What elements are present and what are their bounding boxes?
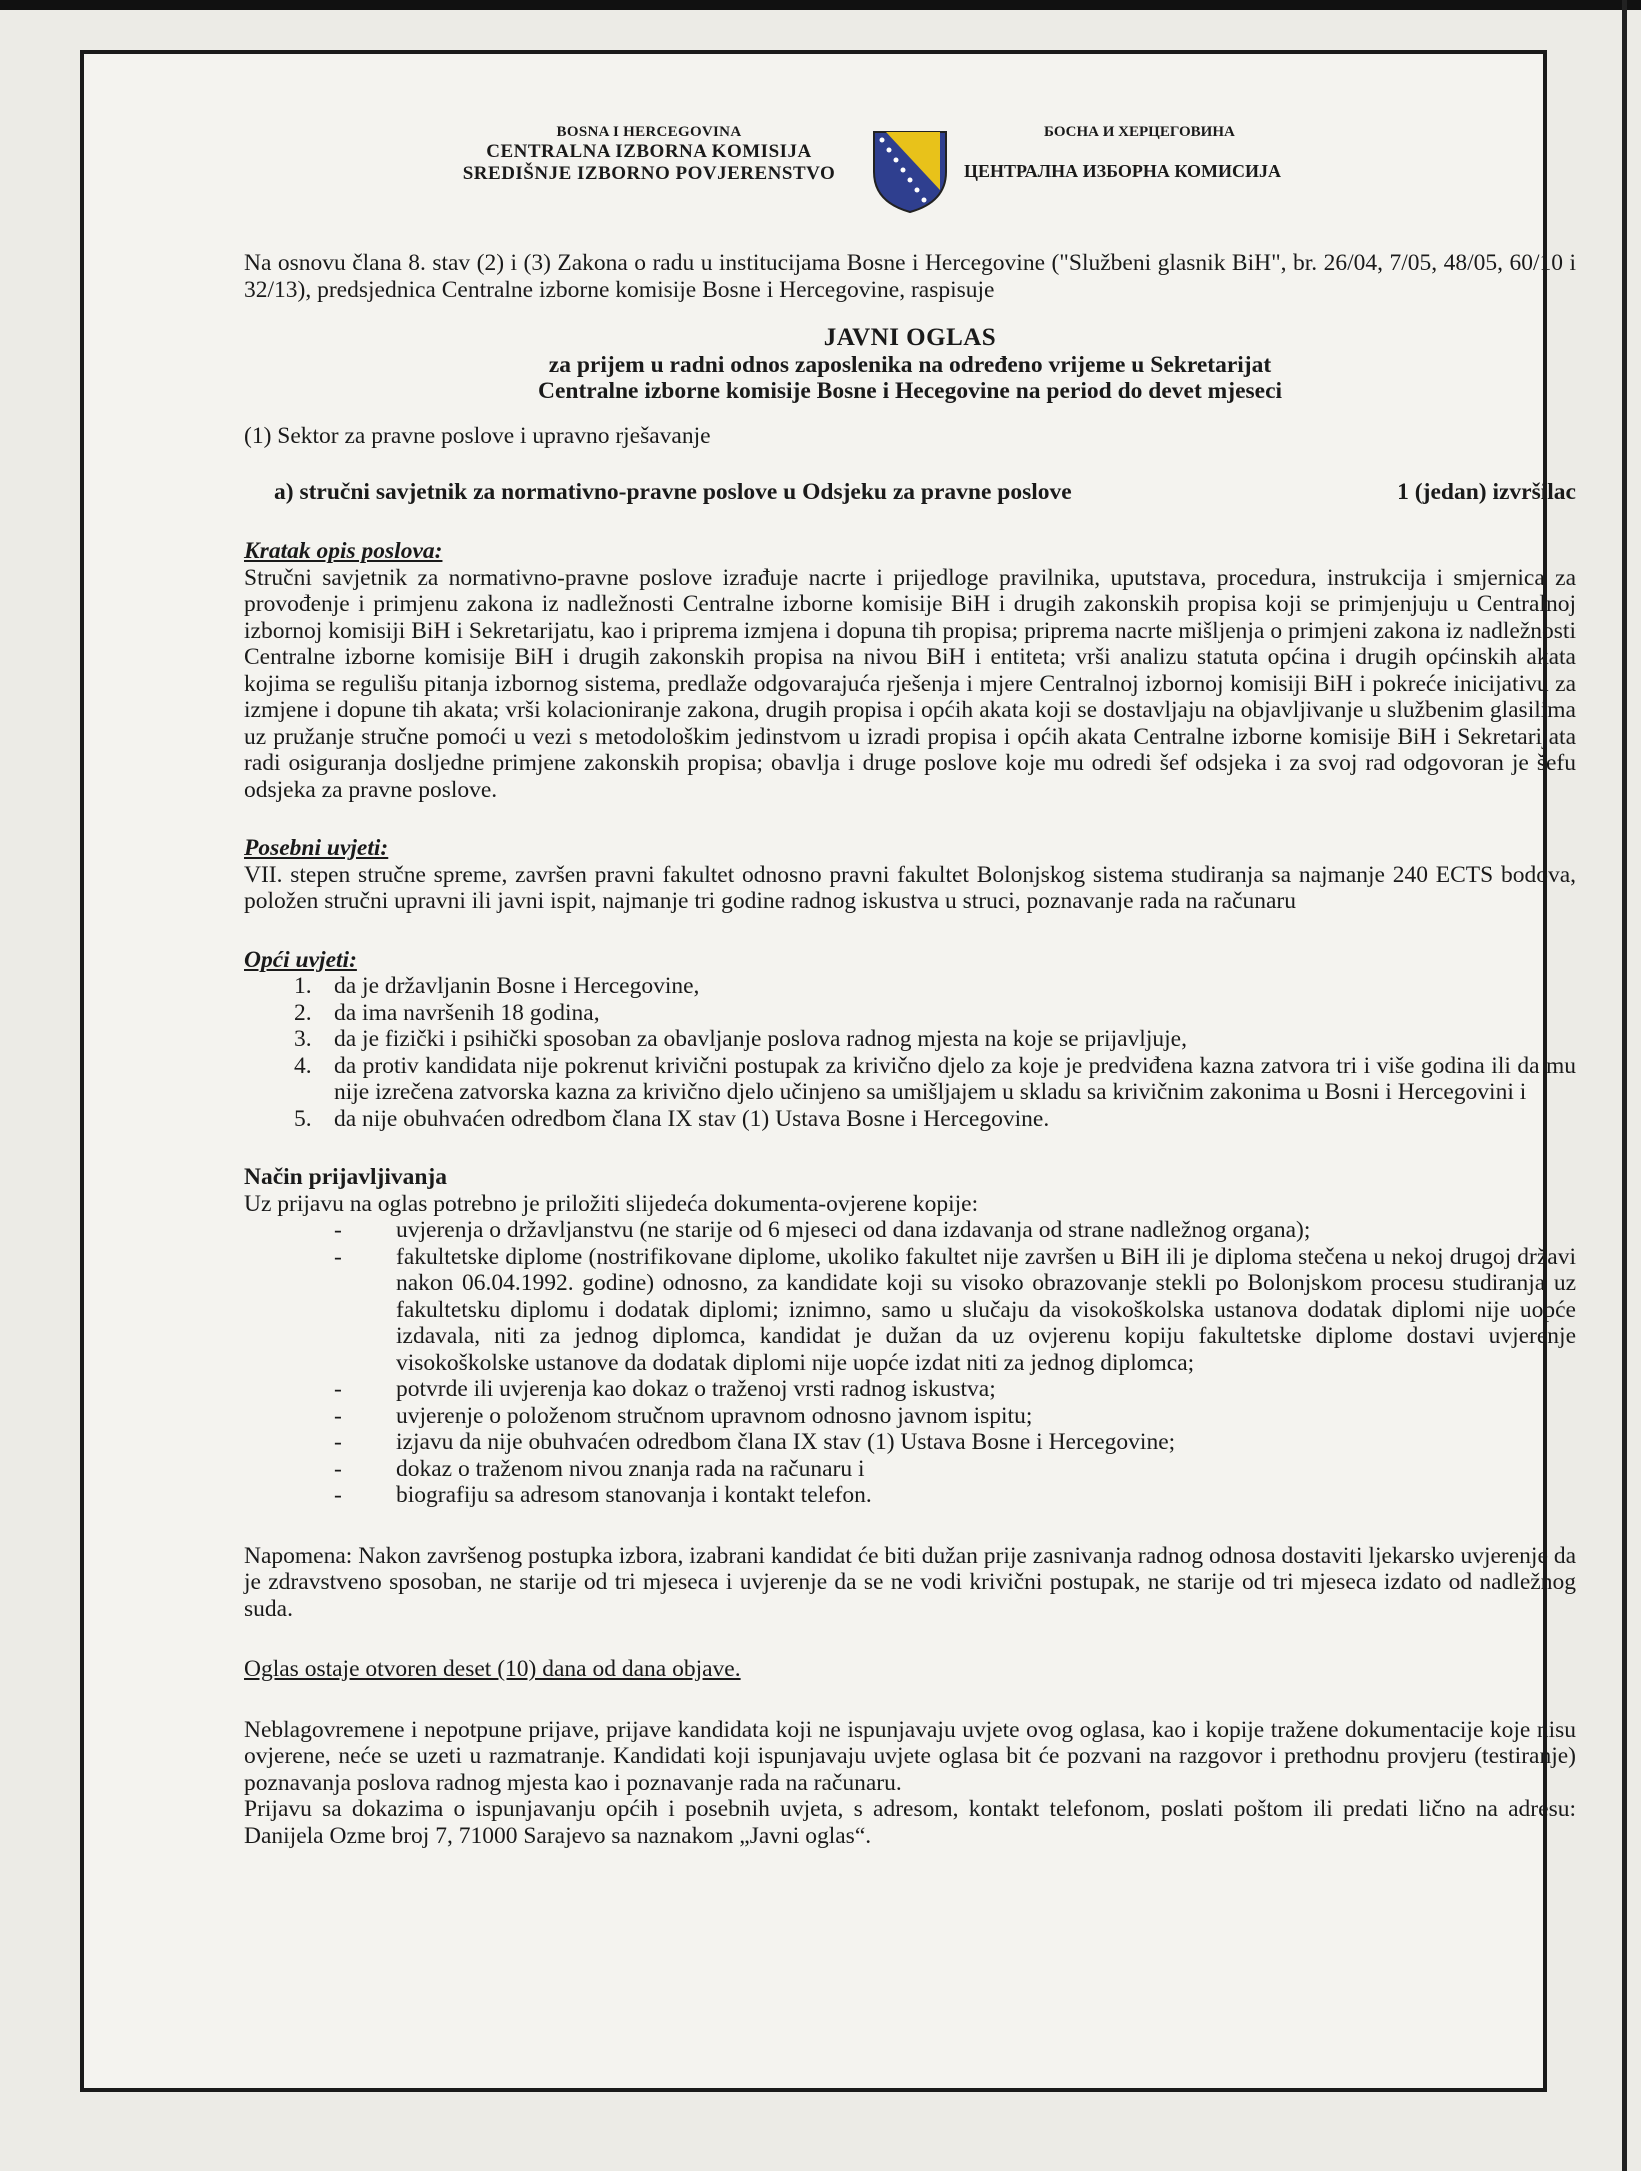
special-conditions-heading: Posebni uvjeti:: [244, 835, 389, 861]
list-item-text: potvrde ili uvjerenja kao dokaz o traženoj vrsti radnog iskustva;: [396, 1376, 996, 1402]
general-conditions-heading: Opći uvjeti:: [244, 946, 357, 973]
list-item: [244, 1026, 1576, 1053]
sector-line: (1) Sektor za pravne poslove i upravno rješavanje: [244, 422, 711, 449]
list-item: [244, 1456, 1576, 1483]
list-item-text: uvjerenje o položenom stručnom upravnom odnosno javnom ispitu;: [396, 1402, 1033, 1429]
list-dash: -: [334, 1455, 342, 1482]
letterhead-commission: CENTRALNA IZBORNA KOMISIJA: [486, 141, 812, 162]
title-subtitle-1: za prijem u radni odnos zaposlenika na određeno vrijeme u Sekretarijat: [548, 351, 1272, 378]
list-item-text: da je fizički i psihički sposoban za obavljanje poslova radnog mjesta na koje se prijavljuje,: [334, 1026, 1187, 1052]
list-item: [244, 1244, 1576, 1377]
position-title: a) stručni savjetnik za normativno-pravne poslove u Odsjeku za pravne poslove: [274, 479, 1072, 505]
general-conditions-list: [244, 973, 1576, 1132]
job-description-text: Stručni savjetnik za normativno-pravne poslove izrađuje nacrte i prijedloge pravilnika, uputstava, procedura, instrukcija i smjernica za provođenje i primjenu zakona iz nadležnosti Centralne izborne komisije BiH i drugih zakonskih propisa koji se primjenjuju u Centralnoj izbornoj komisiji BiH i Sekretarijatu, kao i priprema izmjena i dopuna tih propisa; priprema nacrte mišljenja o primjeni zakona iz nadležnosti Centralne izborne komisije BiH i drugih zakonskih propisa na nivou BiH i entiteta; vrši analizu statuta općina i drugih općinskih akata kojima se regulišu pitanja izbornog sistema, predlaže odgovarajuća rješenja i mjere Centralnoj izbornoj komisiji BiH i pokreće inicijativu za izmjene i dopune tih akata; vrši kolacioniranje zakona, drugih propisa i općih akata koji se dostavljaju na objavljivanje u službenim glasilima uz pružanje stručne pomoći u vezi s metodološkim jedinstvom u izradi propisa i općih akata Centralne izborne komisije BiH i Sekretarijata radi osiguranja dosljedne primjene zakonskih propisa; obavlja i druge poslove koje mu odredi šef odsjeka i za svoj rad odgovoran je šefu odsjeka za pravne poslove.: [244, 564, 1576, 803]
list-item: [244, 1482, 1576, 1509]
top-border-rule: [0, 0, 1641, 10]
list-number: 3.: [294, 1026, 312, 1052]
position-line: [244, 479, 1576, 506]
letterhead-country-cyrillic: БОСНА И ХЕРЦЕГОВИНА: [1044, 124, 1235, 140]
note-paragraph: Napomena: Nakon završenog postupka izbora, izabrani kandidat će biti dužan prije zasnivanja radnog odnosa dostaviti ljekarsko uvjerenje da je zdravstveno sposoban, ne starije od tri mjeseca i uvjerenje da se ne vodi krivični postupak, ne starije od tri mjeseca izdato od nadležnog suda.: [244, 1542, 1576, 1622]
letterhead: [84, 124, 1543, 214]
announcement-frame: [80, 50, 1576, 2092]
submission-paragraph: Prijavu sa dokazima o ispunjavanju općih i posebnih uvjeta, s adresom, kontakt telefonom, poslati poštom ili predati lično na adresu: Danijela Ozme broj 7, 71000 Sarajevo sa naznakom „Javni oglas“.: [244, 1796, 1576, 1849]
list-item: [244, 1000, 1576, 1027]
intro-paragraph: Na osnovu člana 8. stav (2) i (3) Zakona o radu u institucijama Bosne i Hercegovine ("Službeni glasnik BiH", br. 26/04, 7/05, 48/05, 60/10 i 32/13), predsjednica Centralne izborne komisije Bosne i Hercegovine, raspisuje: [244, 250, 1576, 303]
list-item-text: biografiju sa adresom stanovanja i kontakt telefon.: [396, 1482, 872, 1508]
list-dash: -: [334, 1429, 342, 1455]
list-number: 1.: [294, 973, 312, 999]
list-item-text: uvjerenja o državljanstvu (ne starije od 6 mjeseci od dana izdavanja od strane nadležnog organa);: [396, 1217, 1311, 1243]
letterhead-commission-hr: SREDIŠNJE IZBORNO POVJERENSTVO: [462, 163, 836, 184]
job-description-heading: Kratak opis poslova:: [244, 538, 443, 564]
coat-of-arms-icon: [870, 128, 950, 214]
position-count: 1 (jedan) izvršilac: [1397, 479, 1576, 505]
application-intro: Uz prijavu na oglas potrebno je priložiti slijedeća dokumenta-ovjerene kopije:: [244, 1190, 979, 1217]
list-item: [244, 1217, 1576, 1244]
list-item: [244, 1106, 1576, 1133]
list-dash: -: [334, 1243, 342, 1270]
list-item-text: dokaz o traženom nivou znanja rada na računaru i: [396, 1455, 865, 1482]
closing-paragraph: Neblagovremene i nepotpune prijave, prijave kandidata koji ne ispunjavaju uvjete ovog oglasa, kao i kopije tražene dokumentacije koje nisu ovjerene, neće se uzeti u razmatranje. Kandidati koji ispunjavaju uvjete oglasa bit će pozvani na razgovor i prethodnu provjeru (testiranje) poznavanja poslova radnog mjesta kao i poznavanje rada na računaru.: [244, 1716, 1576, 1796]
list-dash: -: [334, 1217, 342, 1243]
letterhead-country: BOSNA I HERCEGOVINA: [556, 124, 742, 140]
list-number: 4.: [294, 1052, 312, 1079]
list-item: [244, 1376, 1576, 1403]
list-number: 5.: [294, 1105, 312, 1132]
list-number: 2.: [294, 999, 312, 1026]
list-dash: -: [334, 1402, 342, 1429]
right-border-rule: [1622, 0, 1627, 2171]
list-item-text: da nije obuhvaćen odredbom člana IX stav (1) Ustava Bosne i Hercegovine.: [334, 1105, 1050, 1132]
list-item-text: da ima navršenih 18 godina,: [334, 999, 600, 1026]
list-item: [244, 1403, 1576, 1430]
title-subtitle-2: Centralne izborne komisije Bosne i Hecegovine na period do devet mjeseci: [537, 378, 1283, 404]
letterhead-cyrillic: [964, 124, 1384, 182]
letterhead-latin: [414, 124, 884, 185]
list-item: [244, 973, 1576, 1000]
list-dash: -: [334, 1482, 342, 1508]
announcement-body: [244, 250, 1576, 1849]
list-item: [244, 1429, 1576, 1456]
list-item-text: fakultetske diplome (nostrifikovane diplome, ukoliko fakultet nije završen u BiH ili je diploma stečena u nekoj drugoj državi nakon 06.04.1992. godine) odnosno, za kandidate koji su visoko obrazovanje stekli po Bolonjskom procesu studiranja uz fakultetsku diplomu i dodatak diplomi; iznimno, samo u slučaju da visokoškolska ustanova dodatak diplomi nije uopće izdavala, niti za jednog diplomca, kandidat je dužan da uz ovjerenu kopiju fakultetske diplome dostavi uvjerenje visokoškolske ustanove da dodatak diplomi nije uopće izdat niti za jednog diplomca;: [396, 1243, 1576, 1376]
application-heading: Način prijavljivanja: [244, 1164, 448, 1190]
required-documents-list: [244, 1217, 1576, 1509]
list-dash: -: [334, 1376, 342, 1402]
special-conditions-text: VII. stepen stručne spreme, završen pravni fakultet odnosno pravni fakultet Bolonjskog sistema studiranja sa najmanje 240 ECTS bodova, položen stručni upravni ili javni ispit, najmanje tri godine radnog iskustva u struci, poznavanje rada na računaru: [244, 861, 1576, 914]
list-item-text: izjavu da nije obuhvaćen odredbom člana IX stav (1) Ustava Bosne i Hercegovine;: [396, 1429, 1176, 1455]
list-item: [244, 1053, 1576, 1106]
list-item-text: da protiv kandidata nije pokrenut krivični postupak za krivično djelo za koje je predviđena kazna zatvora tri i više godina ili da mu nije izrečena zatvorska kazna za krivično djelo učinjeno sa umišljajem u skladu sa krivičnim zakonima u Bosni i Hercegovini i: [334, 1052, 1576, 1105]
letterhead-commission-cyrillic: ЦЕНТРАЛНА ИЗБОРНА КОМИСИЈА: [964, 161, 1281, 181]
open-period-line: Oglas ostaje otvoren deset (10) dana od dana objave.: [244, 1656, 741, 1682]
list-item-text: da je državljanin Bosne i Hercegovine,: [334, 973, 700, 999]
announcement-title: [244, 325, 1576, 405]
title-main: JAVNI OGLAS: [823, 324, 997, 351]
